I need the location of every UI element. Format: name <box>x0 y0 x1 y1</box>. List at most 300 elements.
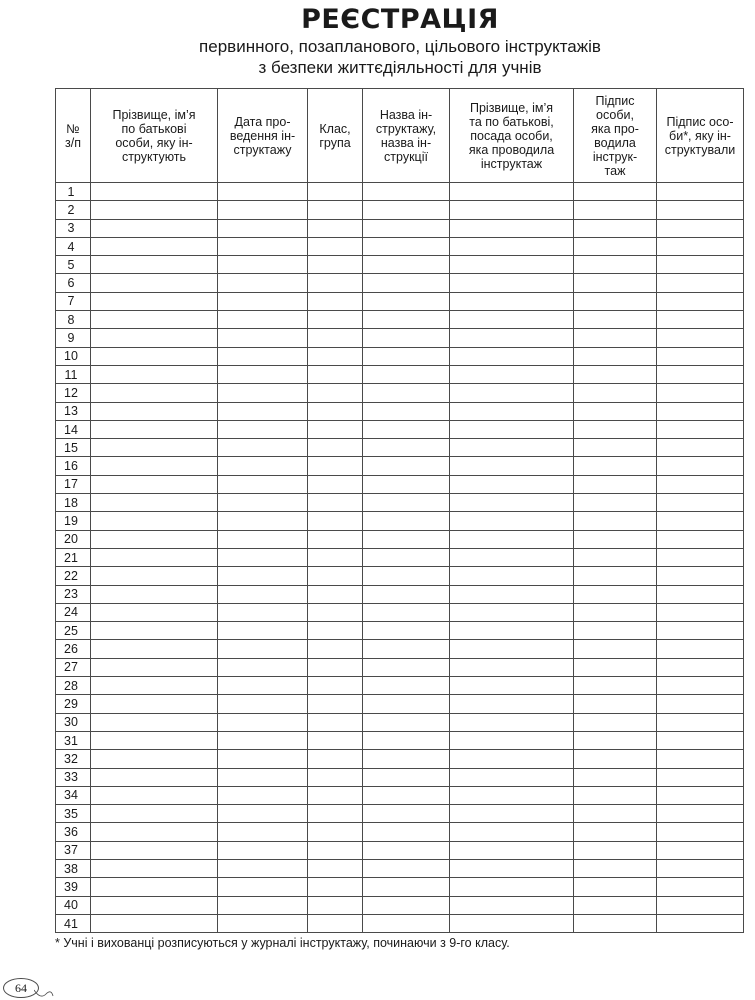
cell-class-group[interactable] <box>308 292 363 310</box>
cell-trainee-name[interactable] <box>91 512 218 530</box>
cell-class-group[interactable] <box>308 329 363 347</box>
cell-date[interactable] <box>218 786 308 804</box>
cell-trainee-name[interactable] <box>91 384 218 402</box>
cell-instructor-signature[interactable] <box>574 713 657 731</box>
cell-trainee-signature[interactable] <box>657 786 744 804</box>
cell-briefing-title[interactable] <box>363 530 450 548</box>
cell-briefing-title[interactable] <box>363 603 450 621</box>
cell-instructor-signature[interactable] <box>574 201 657 219</box>
cell-date[interactable] <box>218 347 308 365</box>
cell-instructor-signature[interactable] <box>574 805 657 823</box>
cell-trainee-name[interactable] <box>91 731 218 749</box>
cell-instructor-signature[interactable] <box>574 274 657 292</box>
cell-date[interactable] <box>218 878 308 896</box>
cell-briefing-title[interactable] <box>363 365 450 383</box>
cell-instructor-signature[interactable] <box>574 750 657 768</box>
cell-class-group[interactable] <box>308 237 363 255</box>
cell-date[interactable] <box>218 896 308 914</box>
cell-class-group[interactable] <box>308 439 363 457</box>
cell-class-group[interactable] <box>308 841 363 859</box>
cell-briefing-title[interactable] <box>363 841 450 859</box>
cell-instructor-name[interactable] <box>450 237 574 255</box>
cell-date[interactable] <box>218 439 308 457</box>
cell-instructor-name[interactable] <box>450 585 574 603</box>
cell-briefing-title[interactable] <box>363 786 450 804</box>
row-number: 26 <box>56 640 91 658</box>
cell-briefing-title[interactable] <box>363 878 450 896</box>
cell-trainee-name[interactable] <box>91 677 218 695</box>
cell-briefing-title[interactable] <box>363 402 450 420</box>
cell-date[interactable] <box>218 622 308 640</box>
cell-trainee-signature[interactable] <box>657 402 744 420</box>
cell-trainee-name[interactable] <box>91 494 218 512</box>
cell-briefing-title[interactable] <box>363 896 450 914</box>
cell-instructor-name[interactable] <box>450 292 574 310</box>
cell-class-group[interactable] <box>308 475 363 493</box>
cell-instructor-signature[interactable] <box>574 329 657 347</box>
cell-trainee-signature[interactable] <box>657 805 744 823</box>
cell-class-group[interactable] <box>308 384 363 402</box>
row-number: 34 <box>56 786 91 804</box>
cell-trainee-name[interactable] <box>91 292 218 310</box>
cell-trainee-signature[interactable] <box>657 859 744 877</box>
cell-instructor-name[interactable] <box>450 219 574 237</box>
cell-class-group[interactable] <box>308 420 363 438</box>
cell-trainee-name[interactable] <box>91 859 218 877</box>
cell-instructor-name[interactable] <box>450 823 574 841</box>
cell-trainee-signature[interactable] <box>657 439 744 457</box>
cell-briefing-title[interactable] <box>363 384 450 402</box>
cell-trainee-name[interactable] <box>91 274 218 292</box>
cell-instructor-name[interactable] <box>450 805 574 823</box>
cell-trainee-signature[interactable] <box>657 640 744 658</box>
cell-instructor-name[interactable] <box>450 768 574 786</box>
row-number: 13 <box>56 402 91 420</box>
cell-instructor-name[interactable] <box>450 512 574 530</box>
cell-trainee-name[interactable] <box>91 841 218 859</box>
cell-briefing-title[interactable] <box>363 201 450 219</box>
cell-instructor-name[interactable] <box>450 384 574 402</box>
cell-date[interactable] <box>218 274 308 292</box>
cell-instructor-name[interactable] <box>450 311 574 329</box>
cell-instructor-signature[interactable] <box>574 183 657 201</box>
cell-date[interactable] <box>218 585 308 603</box>
cell-class-group[interactable] <box>308 878 363 896</box>
cell-trainee-signature[interactable] <box>657 475 744 493</box>
cell-instructor-name[interactable] <box>450 658 574 676</box>
cell-trainee-name[interactable] <box>91 183 218 201</box>
cell-trainee-signature[interactable] <box>657 896 744 914</box>
cell-class-group[interactable] <box>308 585 363 603</box>
cell-trainee-signature[interactable] <box>657 219 744 237</box>
cell-instructor-name[interactable] <box>450 183 574 201</box>
cell-trainee-name[interactable] <box>91 219 218 237</box>
cell-instructor-name[interactable] <box>450 420 574 438</box>
cell-trainee-name[interactable] <box>91 256 218 274</box>
cell-trainee-signature[interactable] <box>657 365 744 383</box>
cell-trainee-name[interactable] <box>91 640 218 658</box>
cell-class-group[interactable] <box>308 805 363 823</box>
cell-trainee-name[interactable] <box>91 585 218 603</box>
cell-instructor-name[interactable] <box>450 896 574 914</box>
cell-instructor-signature[interactable] <box>574 402 657 420</box>
cell-instructor-name[interactable] <box>450 731 574 749</box>
table-row <box>56 494 744 512</box>
cell-briefing-title[interactable] <box>363 183 450 201</box>
cell-date[interactable] <box>218 402 308 420</box>
cell-briefing-title[interactable] <box>363 823 450 841</box>
cell-trainee-signature[interactable] <box>657 731 744 749</box>
cell-trainee-signature[interactable] <box>657 914 744 932</box>
cell-instructor-name[interactable] <box>450 640 574 658</box>
cell-trainee-name[interactable] <box>91 914 218 932</box>
cell-trainee-signature[interactable] <box>657 329 744 347</box>
cell-trainee-signature[interactable] <box>657 750 744 768</box>
cell-date[interactable] <box>218 713 308 731</box>
cell-instructor-name[interactable] <box>450 256 574 274</box>
table-row <box>56 548 744 566</box>
cell-class-group[interactable] <box>308 567 363 585</box>
cell-briefing-title[interactable] <box>363 585 450 603</box>
cell-trainee-name[interactable] <box>91 439 218 457</box>
cell-instructor-signature[interactable] <box>574 823 657 841</box>
cell-instructor-signature[interactable] <box>574 585 657 603</box>
cell-instructor-signature[interactable] <box>574 859 657 877</box>
cell-briefing-title[interactable] <box>363 292 450 310</box>
cell-class-group[interactable] <box>308 201 363 219</box>
cell-class-group[interactable] <box>308 603 363 621</box>
cell-trainee-name[interactable] <box>91 567 218 585</box>
cell-trainee-signature[interactable] <box>657 183 744 201</box>
cell-trainee-name[interactable] <box>91 402 218 420</box>
cell-trainee-name[interactable] <box>91 622 218 640</box>
cell-instructor-signature[interactable] <box>574 548 657 566</box>
cell-instructor-signature[interactable] <box>574 658 657 676</box>
cell-briefing-title[interactable] <box>363 548 450 566</box>
cell-instructor-name[interactable] <box>450 786 574 804</box>
cell-briefing-title[interactable] <box>363 512 450 530</box>
cell-instructor-signature[interactable] <box>574 786 657 804</box>
cell-instructor-name[interactable] <box>450 475 574 493</box>
cell-instructor-name[interactable] <box>450 329 574 347</box>
cell-briefing-title[interactable] <box>363 274 450 292</box>
cell-instructor-name[interactable] <box>450 567 574 585</box>
cell-class-group[interactable] <box>308 640 363 658</box>
cell-date[interactable] <box>218 329 308 347</box>
cell-trainee-signature[interactable] <box>657 603 744 621</box>
cell-date[interactable] <box>218 695 308 713</box>
cell-class-group[interactable] <box>308 914 363 932</box>
cell-class-group[interactable] <box>308 311 363 329</box>
cell-date[interactable] <box>218 859 308 877</box>
cell-trainee-name[interactable] <box>91 420 218 438</box>
cell-trainee-name[interactable] <box>91 530 218 548</box>
cell-trainee-name[interactable] <box>91 658 218 676</box>
cell-trainee-signature[interactable] <box>657 292 744 310</box>
cell-briefing-title[interactable] <box>363 859 450 877</box>
cell-instructor-name[interactable] <box>450 494 574 512</box>
cell-class-group[interactable] <box>308 677 363 695</box>
cell-date[interactable] <box>218 512 308 530</box>
cell-class-group[interactable] <box>308 731 363 749</box>
cell-instructor-name[interactable] <box>450 878 574 896</box>
cell-instructor-name[interactable] <box>450 622 574 640</box>
cell-date[interactable] <box>218 914 308 932</box>
cell-date[interactable] <box>218 750 308 768</box>
cell-trainee-name[interactable] <box>91 475 218 493</box>
cell-trainee-name[interactable] <box>91 695 218 713</box>
cell-trainee-name[interactable] <box>91 750 218 768</box>
cell-trainee-signature[interactable] <box>657 384 744 402</box>
table-row <box>56 786 744 804</box>
cell-date[interactable] <box>218 494 308 512</box>
cell-briefing-title[interactable] <box>363 457 450 475</box>
cell-date[interactable] <box>218 677 308 695</box>
cell-trainee-signature[interactable] <box>657 311 744 329</box>
cell-briefing-title[interactable] <box>363 256 450 274</box>
cell-trainee-name[interactable] <box>91 329 218 347</box>
cell-instructor-signature[interactable] <box>574 603 657 621</box>
cell-trainee-signature[interactable] <box>657 823 744 841</box>
cell-instructor-signature[interactable] <box>574 512 657 530</box>
cell-class-group[interactable] <box>308 896 363 914</box>
cell-instructor-signature[interactable] <box>574 420 657 438</box>
cell-trainee-signature[interactable] <box>657 841 744 859</box>
cell-instructor-signature[interactable] <box>574 695 657 713</box>
cell-briefing-title[interactable] <box>363 420 450 438</box>
cell-briefing-title[interactable] <box>363 695 450 713</box>
cell-instructor-signature[interactable] <box>574 347 657 365</box>
cell-briefing-title[interactable] <box>363 768 450 786</box>
cell-trainee-name[interactable] <box>91 548 218 566</box>
cell-date[interactable] <box>218 311 308 329</box>
cell-trainee-name[interactable] <box>91 201 218 219</box>
cell-briefing-title[interactable] <box>363 658 450 676</box>
cell-briefing-title[interactable] <box>363 750 450 768</box>
cell-trainee-signature[interactable] <box>657 658 744 676</box>
cell-trainee-signature[interactable] <box>657 512 744 530</box>
cell-class-group[interactable] <box>308 183 363 201</box>
cell-instructor-name[interactable] <box>450 859 574 877</box>
cell-date[interactable] <box>218 292 308 310</box>
cell-trainee-signature[interactable] <box>657 878 744 896</box>
cell-class-group[interactable] <box>308 530 363 548</box>
cell-class-group[interactable] <box>308 786 363 804</box>
cell-instructor-signature[interactable] <box>574 677 657 695</box>
cell-class-group[interactable] <box>308 695 363 713</box>
cell-briefing-title[interactable] <box>363 494 450 512</box>
cell-class-group[interactable] <box>308 823 363 841</box>
cell-instructor-signature[interactable] <box>574 768 657 786</box>
cell-class-group[interactable] <box>308 622 363 640</box>
cell-briefing-title[interactable] <box>363 640 450 658</box>
cell-trainee-name[interactable] <box>91 603 218 621</box>
cell-instructor-signature[interactable] <box>574 530 657 548</box>
cell-date[interactable] <box>218 841 308 859</box>
cell-date[interactable] <box>218 548 308 566</box>
cell-instructor-signature[interactable] <box>574 731 657 749</box>
row-number: 2 <box>56 201 91 219</box>
cell-date[interactable] <box>218 384 308 402</box>
cell-date[interactable] <box>218 457 308 475</box>
cell-instructor-name[interactable] <box>450 201 574 219</box>
cell-trainee-name[interactable] <box>91 896 218 914</box>
cell-trainee-signature[interactable] <box>657 548 744 566</box>
cell-trainee-signature[interactable] <box>657 567 744 585</box>
cell-instructor-name[interactable] <box>450 750 574 768</box>
cell-trainee-name[interactable] <box>91 768 218 786</box>
cell-class-group[interactable] <box>308 402 363 420</box>
cell-instructor-name[interactable] <box>450 695 574 713</box>
cell-class-group[interactable] <box>308 347 363 365</box>
cell-briefing-title[interactable] <box>363 914 450 932</box>
cell-date[interactable] <box>218 805 308 823</box>
cell-date[interactable] <box>218 640 308 658</box>
cell-instructor-name[interactable] <box>450 530 574 548</box>
cell-trainee-signature[interactable] <box>657 274 744 292</box>
cell-briefing-title[interactable] <box>363 731 450 749</box>
cell-instructor-signature[interactable] <box>574 237 657 255</box>
cell-briefing-title[interactable] <box>363 567 450 585</box>
cell-instructor-name[interactable] <box>450 603 574 621</box>
cell-briefing-title[interactable] <box>363 439 450 457</box>
cell-trainee-signature[interactable] <box>657 530 744 548</box>
cell-briefing-title[interactable] <box>363 475 450 493</box>
cell-class-group[interactable] <box>308 457 363 475</box>
cell-trainee-name[interactable] <box>91 457 218 475</box>
cell-instructor-signature[interactable] <box>574 256 657 274</box>
cell-briefing-title[interactable] <box>363 329 450 347</box>
cell-instructor-name[interactable] <box>450 548 574 566</box>
cell-instructor-name[interactable] <box>450 402 574 420</box>
cell-trainee-signature[interactable] <box>657 713 744 731</box>
cell-trainee-signature[interactable] <box>657 256 744 274</box>
cell-class-group[interactable] <box>308 512 363 530</box>
cell-briefing-title[interactable] <box>363 677 450 695</box>
cell-instructor-name[interactable] <box>450 365 574 383</box>
cell-trainee-signature[interactable] <box>657 695 744 713</box>
cell-instructor-name[interactable] <box>450 713 574 731</box>
cell-briefing-title[interactable] <box>363 347 450 365</box>
cell-instructor-name[interactable] <box>450 914 574 932</box>
cell-briefing-title[interactable] <box>363 622 450 640</box>
cell-date[interactable] <box>218 475 308 493</box>
cell-trainee-name[interactable] <box>91 786 218 804</box>
cell-class-group[interactable] <box>308 859 363 877</box>
cell-trainee-name[interactable] <box>91 237 218 255</box>
cell-class-group[interactable] <box>308 219 363 237</box>
cell-instructor-signature[interactable] <box>574 219 657 237</box>
cell-trainee-name[interactable] <box>91 713 218 731</box>
cell-instructor-signature[interactable] <box>574 439 657 457</box>
cell-trainee-signature[interactable] <box>657 622 744 640</box>
cell-instructor-signature[interactable] <box>574 622 657 640</box>
cell-trainee-signature[interactable] <box>657 347 744 365</box>
cell-instructor-name[interactable] <box>450 439 574 457</box>
cell-briefing-title[interactable] <box>363 311 450 329</box>
row-number: 9 <box>56 329 91 347</box>
cell-instructor-signature[interactable] <box>574 457 657 475</box>
cell-briefing-title[interactable] <box>363 713 450 731</box>
cell-trainee-signature[interactable] <box>657 201 744 219</box>
cell-class-group[interactable] <box>308 548 363 566</box>
cell-date[interactable] <box>218 823 308 841</box>
cell-trainee-signature[interactable] <box>657 237 744 255</box>
cell-class-group[interactable] <box>308 713 363 731</box>
cell-instructor-signature[interactable] <box>574 914 657 932</box>
row-number: 18 <box>56 494 91 512</box>
cell-instructor-name[interactable] <box>450 457 574 475</box>
cell-date[interactable] <box>218 201 308 219</box>
cell-instructor-name[interactable] <box>450 841 574 859</box>
cell-briefing-title[interactable] <box>363 805 450 823</box>
cell-trainee-name[interactable] <box>91 878 218 896</box>
cell-instructor-signature[interactable] <box>574 567 657 585</box>
table-row <box>56 365 744 383</box>
cell-trainee-signature[interactable] <box>657 457 744 475</box>
cell-date[interactable] <box>218 183 308 201</box>
cell-instructor-signature[interactable] <box>574 841 657 859</box>
cell-class-group[interactable] <box>308 256 363 274</box>
cell-briefing-title[interactable] <box>363 237 450 255</box>
cell-instructor-signature[interactable] <box>574 896 657 914</box>
table-row <box>56 805 744 823</box>
cell-date[interactable] <box>218 365 308 383</box>
cell-instructor-signature[interactable] <box>574 640 657 658</box>
cell-instructor-name[interactable] <box>450 347 574 365</box>
cell-date[interactable] <box>218 420 308 438</box>
cell-instructor-signature[interactable] <box>574 384 657 402</box>
cell-instructor-signature[interactable] <box>574 311 657 329</box>
table-row <box>56 695 744 713</box>
cell-instructor-signature[interactable] <box>574 494 657 512</box>
cell-date[interactable] <box>218 219 308 237</box>
cell-instructor-signature[interactable] <box>574 878 657 896</box>
cell-trainee-name[interactable] <box>91 311 218 329</box>
row-number: 40 <box>56 896 91 914</box>
cell-date[interactable] <box>218 237 308 255</box>
cell-date[interactable] <box>218 658 308 676</box>
cell-class-group[interactable] <box>308 274 363 292</box>
cell-briefing-title[interactable] <box>363 219 450 237</box>
cell-instructor-signature[interactable] <box>574 475 657 493</box>
cell-date[interactable] <box>218 530 308 548</box>
cell-trainee-name[interactable] <box>91 805 218 823</box>
cell-instructor-signature[interactable] <box>574 292 657 310</box>
cell-trainee-signature[interactable] <box>657 677 744 695</box>
cell-instructor-name[interactable] <box>450 274 574 292</box>
cell-date[interactable] <box>218 731 308 749</box>
cell-class-group[interactable] <box>308 750 363 768</box>
cell-trainee-signature[interactable] <box>657 768 744 786</box>
cell-date[interactable] <box>218 768 308 786</box>
cell-trainee-name[interactable] <box>91 347 218 365</box>
cell-class-group[interactable] <box>308 365 363 383</box>
cell-trainee-name[interactable] <box>91 823 218 841</box>
cell-trainee-signature[interactable] <box>657 494 744 512</box>
cell-class-group[interactable] <box>308 768 363 786</box>
cell-instructor-name[interactable] <box>450 677 574 695</box>
cell-instructor-signature[interactable] <box>574 365 657 383</box>
cell-trainee-signature[interactable] <box>657 585 744 603</box>
cell-class-group[interactable] <box>308 658 363 676</box>
cell-trainee-name[interactable] <box>91 365 218 383</box>
cell-date[interactable] <box>218 603 308 621</box>
cell-trainee-signature[interactable] <box>657 420 744 438</box>
cell-date[interactable] <box>218 567 308 585</box>
cell-date[interactable] <box>218 256 308 274</box>
cell-class-group[interactable] <box>308 494 363 512</box>
